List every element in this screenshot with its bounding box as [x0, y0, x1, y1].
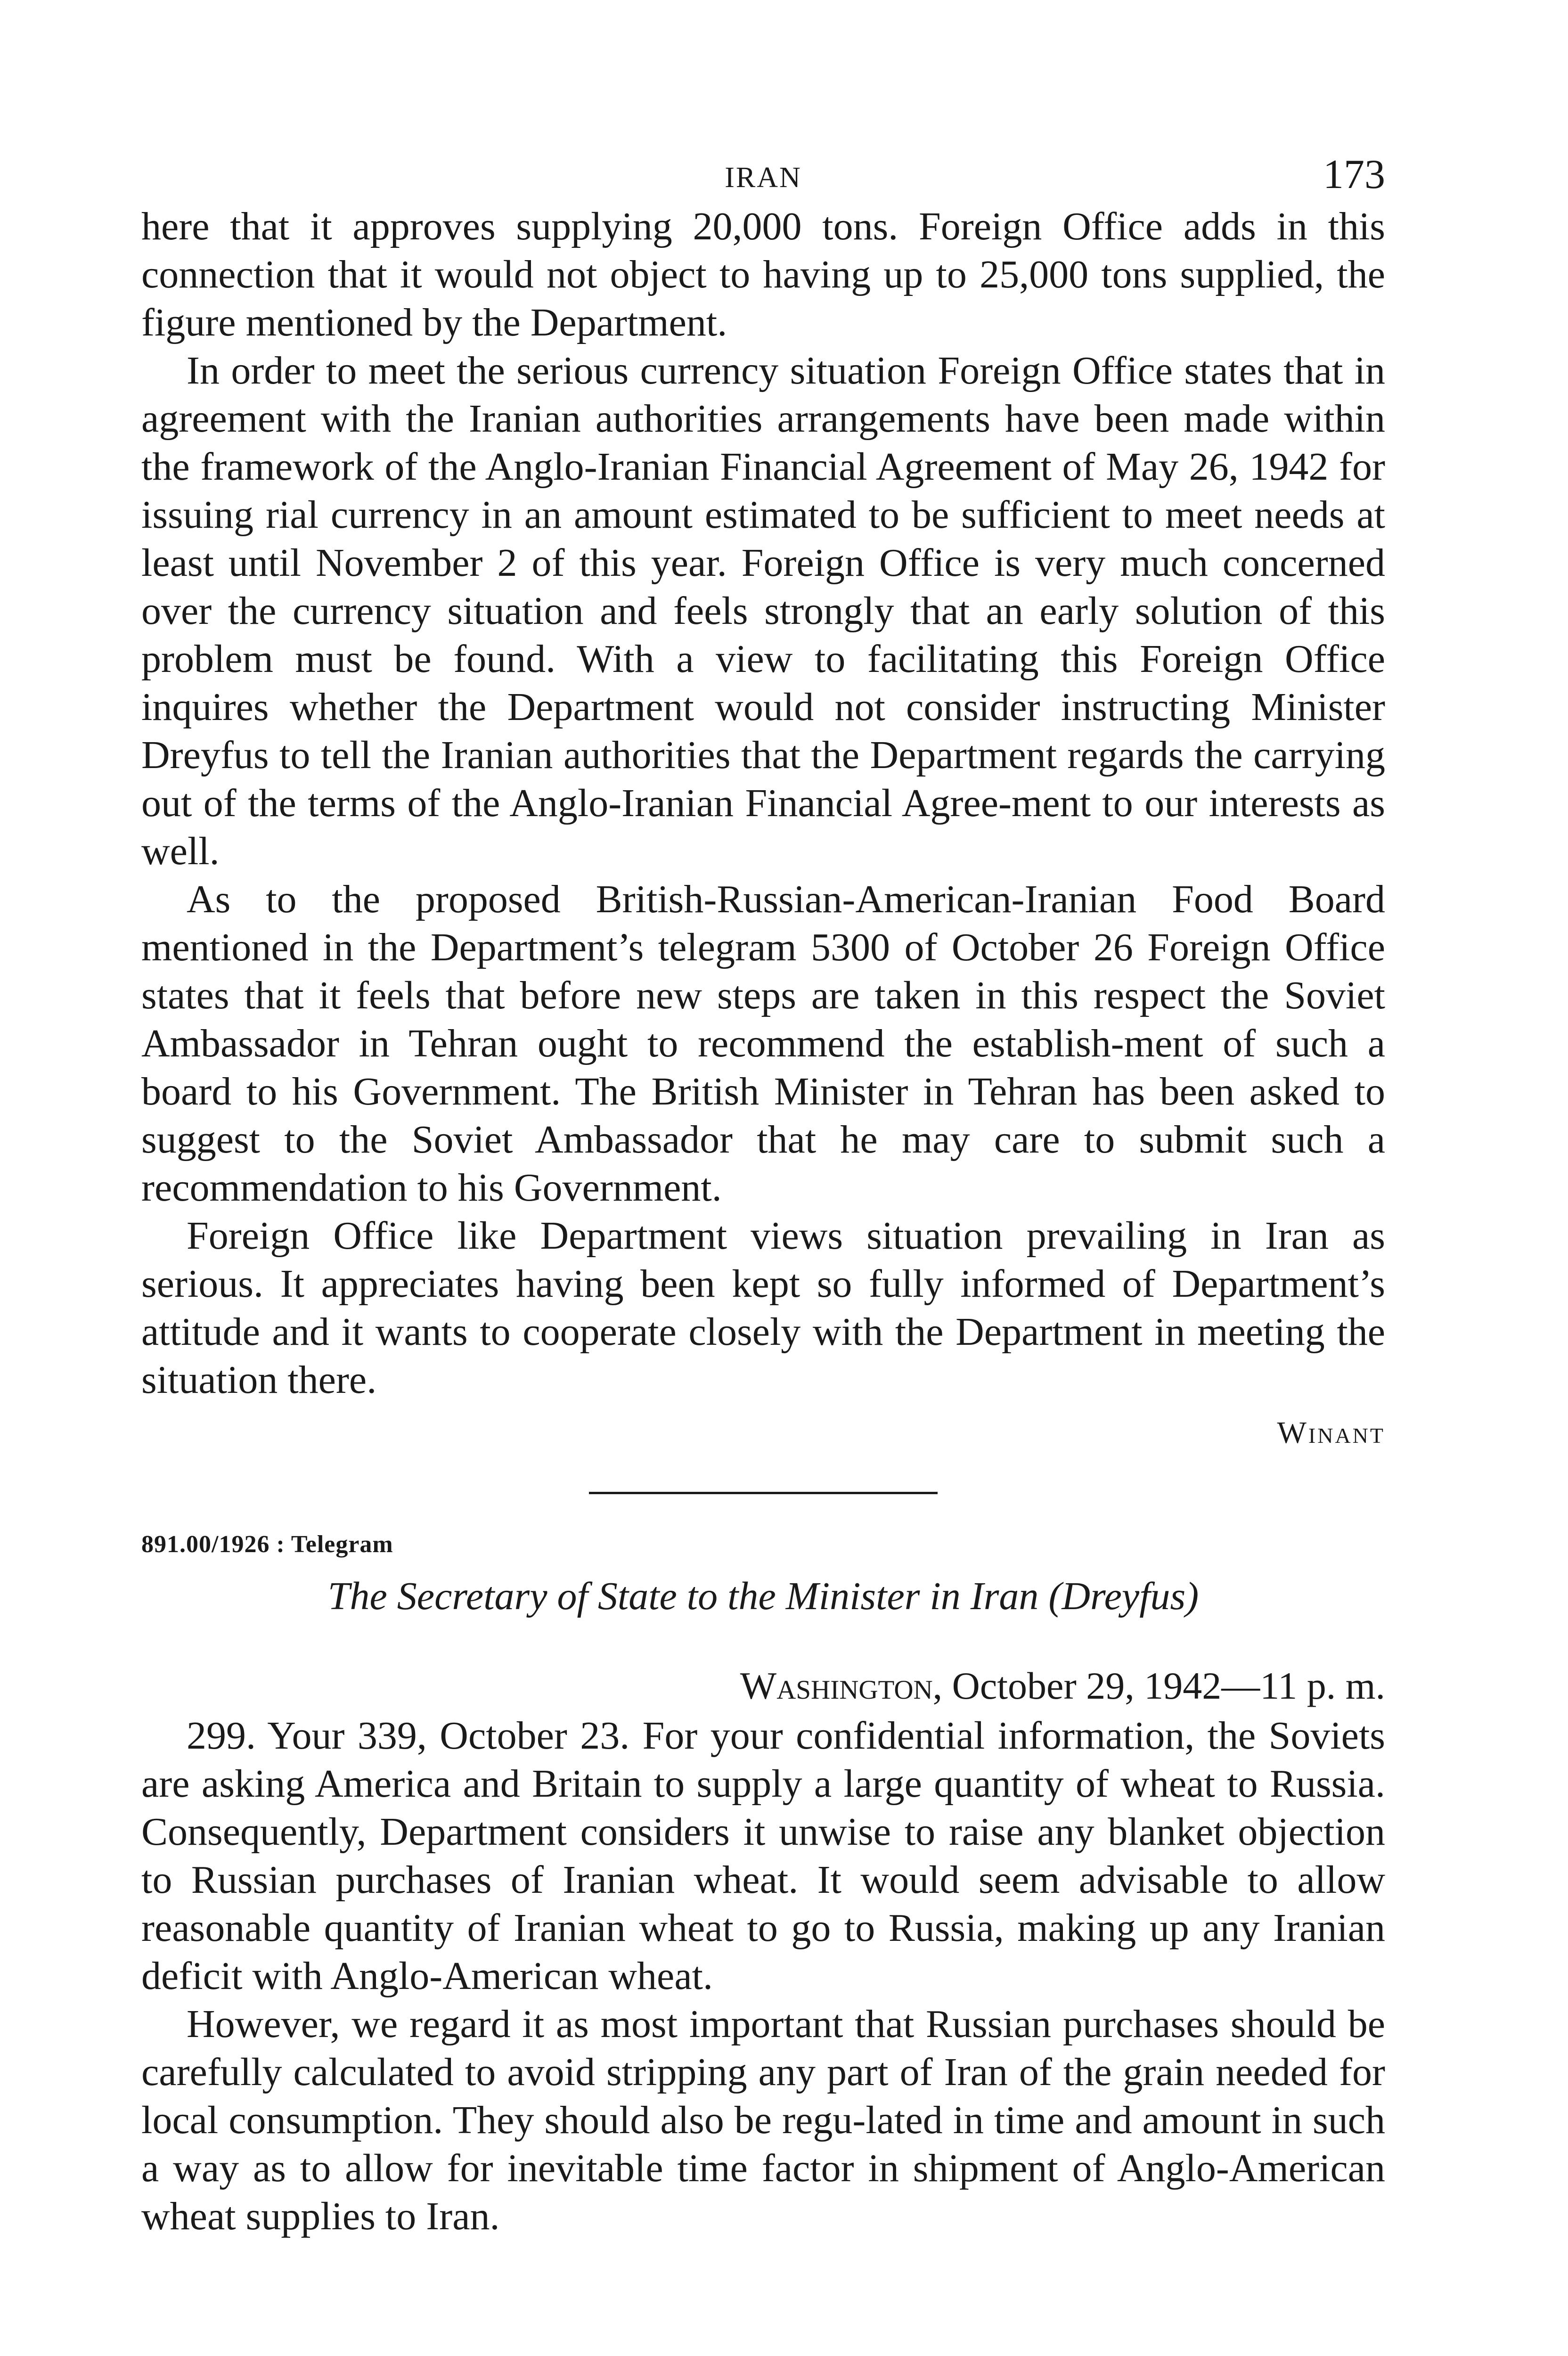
body-paragraph: 299. Your 339, October 23. For your confidential information, the Soviets are asking America and Britain to supply a large quantity of wheat to Russia. Consequently, Department considers it unwise to raise any blanket objection to Russian purchases of Iranian wheat. It would seem advisable to allow reasonable quantity of Iranian wheat to go to Russia, making up any Iranian deficit with Anglo-American wheat. — [141, 1714, 1385, 1998]
running-head — [141, 151, 1385, 203]
section-divider — [589, 1492, 938, 1494]
dateline-date: October 29, 1942—11 p. m. — [942, 1664, 1385, 1707]
body-paragraph: here that it approves supplying 20,000 tons. Foreign Office adds in this connection that it would not object to having up to 25,000 tons supplied, the figure mentioned by the Department. — [141, 205, 1385, 344]
file-reference: 891.00/1926 : Telegram — [141, 1531, 393, 1558]
body-paragraph: Foreign Office like Department views situation prevailing in Iran as serious. It appreciates having been kept so fully informed of Department’s attitude and it wants to cooperate closely with the Department in meeting the situation there. — [141, 1214, 1385, 1402]
running-title: IRAN — [725, 162, 802, 194]
previous-telegram-continuation — [141, 203, 1385, 1459]
dateline — [141, 1660, 1385, 1712]
body-paragraph: As to the proposed British-Russian-American-Iranian Food Board mentioned in the Department’s telegram 5300 of October 26 Foreign Office states that it feels that before new steps are taken in this respect the Soviet Ambassador in Tehran ought to recommend the establish-ment of such a board to his Government. The British Minister in Tehran has been asked to suggest to the Soviet Ambassador that he may care to submit such a recommendation to his Government. — [141, 877, 1385, 1210]
dateline-place: Washington, — [740, 1664, 943, 1707]
document-page — [141, 151, 1385, 2241]
body-paragraph: However, we regard it as most important that Russian purchases should be carefully calculated to avoid stripping any part of Iran of the grain needed for local consumption. They should also be regu-lated in time and amount in such a way as to allow for inevitable time factor in shipment of Anglo-American wheat supplies to Iran. — [141, 2002, 1385, 2238]
page-number: 173 — [1323, 152, 1385, 197]
document-title: The Secretary of State to the Minister in Iran (Dreyfus) — [327, 1574, 1199, 1618]
signature: Winant — [1277, 1415, 1385, 1450]
telegram-section — [141, 1528, 1385, 2241]
body-paragraph: In order to meet the serious currency situation Foreign Office states that in agreement with the Iranian authorities arrangements have been made within the framework of the Anglo-Iranian Financial Agreement of May 26, 1942 for issuing rial currency in an amount estimated to be sufficient to meet needs at least until November 2 of this year. Foreign Office is very much concerned over the currency situation and feels strongly that an early solution of this problem must be found. With a view to facilitating this Foreign Office inquires whether the Department would not consider instructing Minister Dreyfus to tell the Iranian authorities that the Department regards the carrying out of the terms of the Anglo-Iranian Financial Agree-ment to our interests as well. — [141, 349, 1385, 873]
